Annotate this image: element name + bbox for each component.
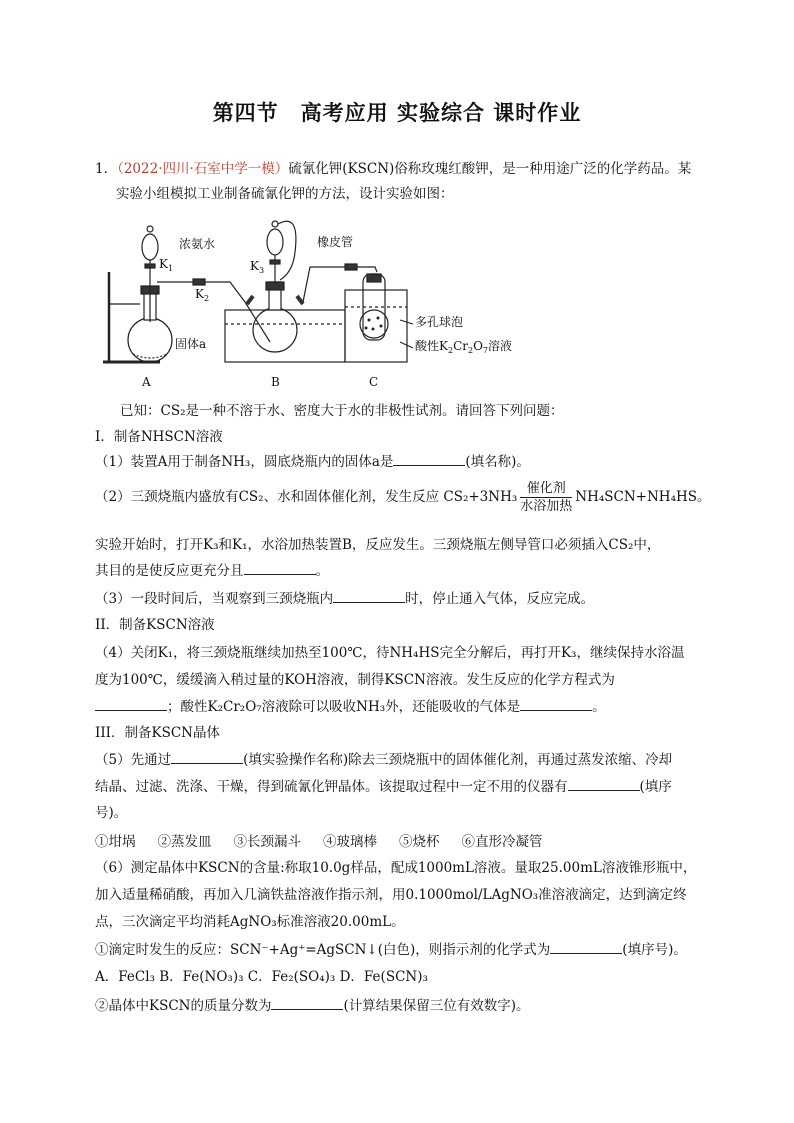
part-3: （3）一段时间后，当观察到三颈烧瓶内 时，停止通入气体，反应完成。 — [95, 591, 595, 607]
label-K2: $K_2$ — [195, 287, 210, 303]
page-title: 第四节 高考应用 实验综合 课时作业 — [212, 101, 582, 125]
apparatus-figure — [95, 212, 525, 392]
question-number: 1． — [95, 161, 118, 177]
section-3-heading: III．制备KSCN晶体 — [95, 725, 220, 741]
label-K3: $K_3$ — [250, 259, 265, 275]
option: ①坩埚 — [95, 834, 136, 850]
option: ③长颈漏斗 — [233, 834, 301, 850]
answer-blank[interactable] — [171, 751, 243, 764]
part-2-line-3: 其目的是使反应更充分且 。 — [95, 563, 329, 579]
answer-blank[interactable] — [95, 698, 167, 711]
part-4-line-3: ；酸性K₂Cr₂O₇溶液除可以吸收NH₃外，还能吸收的气体是 。 — [95, 698, 606, 716]
question-source: （2022·四川·石室中学一模） — [117, 161, 289, 177]
part-6-line-4: ①滴定时发生的反应：SCN⁻+Ag⁺=AgSCN↓(白色)，则指示剂的化学式为 (填序号)。 — [95, 942, 687, 958]
label-acid-dichromate: 酸性$K_2Cr_2O_7$溶液 — [415, 339, 513, 355]
part-6-line-2: 加入适量稀硝酸，再加入几滴铁盐溶液作指示剂，用0.1000mol/LAgNO₃准溶液滴定，达到滴定终 — [95, 887, 687, 903]
known-info: 已知：CS₂是一种不溶于水、密度大于水的非极性试剂。请回答下列问题： — [120, 403, 564, 419]
label-C: C — [369, 375, 379, 389]
part-4-line-1: （4）关闭K₁，将三颈烧瓶继续加热至100℃，待NH₄HS完全分解后，再打开K₃，继续保持水浴温 — [95, 645, 685, 661]
part-2-equation: （2）三颈烧瓶内盛放有CS₂、水和固体催化剂，发生反应 CS₂+3NH₃ $\frac{\text{催化剂}}{\text{水浴加热}}$ NH₄SCN+NH₄HS。 — [95, 481, 711, 514]
answer-blank[interactable] — [550, 941, 622, 954]
option: ④玻璃棒 — [323, 834, 377, 850]
option: ⑥直形冷凝管 — [461, 834, 543, 850]
answer-blank[interactable] — [333, 590, 405, 603]
answer-blank[interactable] — [244, 562, 316, 575]
part-6-line-1: （6）测定晶体中KSCN的含量:称取10.0g样品，配成1000mL溶液。量取25.00mL溶液锥形瓶中， — [95, 860, 697, 876]
part-2-line-2: 实验开始时，打开K₃和K₁，水浴加热装置B，反应发生。三颈烧瓶左侧导管口必须插入CS₂中， — [95, 537, 661, 553]
answer-blank[interactable] — [520, 698, 592, 711]
label-solid-a: 固体a — [175, 337, 207, 351]
question-intro: 硫氰化钾(KSCN)俗称玫瑰红酸钾，是一种用途广泛的化学药品。某 — [288, 161, 692, 177]
option: ⑤烧杯 — [399, 834, 440, 850]
part-4-line-2: 度为100℃，缓缓滴入稍过量的KOH溶液，制得KSCN溶液。发生反应的化学方程式为 — [95, 672, 615, 688]
part-5-line-2: 结晶、过滤、洗涤、干燥，得到硫氰化钾晶体。该提取过程中一定不用的仪器有 (填序 — [95, 779, 672, 795]
part-1: （1）装置A用于制备NH₃，圆底烧瓶内的固体a是 (填名称)。 — [95, 454, 530, 470]
part-6-line-3: 点，三次滴定平均消耗AgNO₃标准溶液20.00mL。 — [95, 914, 405, 930]
label-rubber-tube: 橡皮管 — [317, 235, 354, 249]
option: ②蒸发皿 — [157, 834, 212, 850]
answer-blank[interactable] — [271, 997, 343, 1010]
section-2-heading: II．制备KSCN溶液 — [95, 617, 215, 633]
answer-blank[interactable] — [393, 453, 465, 466]
question-1-line-2: 实验小组模拟工业制备硫氰化钾的方法，设计实验如图： — [116, 186, 454, 202]
label-conc-ammonia: 浓氨水 — [179, 237, 216, 251]
part-5-line-1: （5）先通过 (填实验操作名称)除去三颈烧瓶中的固体催化剂，再通过蒸发浓缩、冷却 — [95, 752, 673, 768]
part-5-line-3: 号)。 — [95, 805, 128, 821]
part-5-options — [95, 833, 565, 851]
label-porous-bulb: 多孔球泡 — [415, 315, 464, 329]
label-K1: $K_1$ — [159, 257, 174, 273]
section-1-heading: I．制备NHSCN溶液 — [95, 429, 223, 445]
label-B: B — [271, 375, 280, 389]
question-1-line-1 — [95, 160, 691, 178]
reaction-condition: $\frac{\text{催化剂}}{\text{水浴加热}}$ — [520, 481, 573, 514]
part-6-options: A．FeCl₃ B．Fe(NO₃)₃ C．Fe₂(SO₄)₃ D．Fe(SCN)₃ — [95, 969, 428, 985]
label-A: A — [142, 375, 151, 389]
answer-blank[interactable] — [568, 778, 640, 791]
part-6-line-5: ②晶体中KSCN的质量分数为 (计算结果保留三位有效数字)。 — [95, 998, 530, 1014]
